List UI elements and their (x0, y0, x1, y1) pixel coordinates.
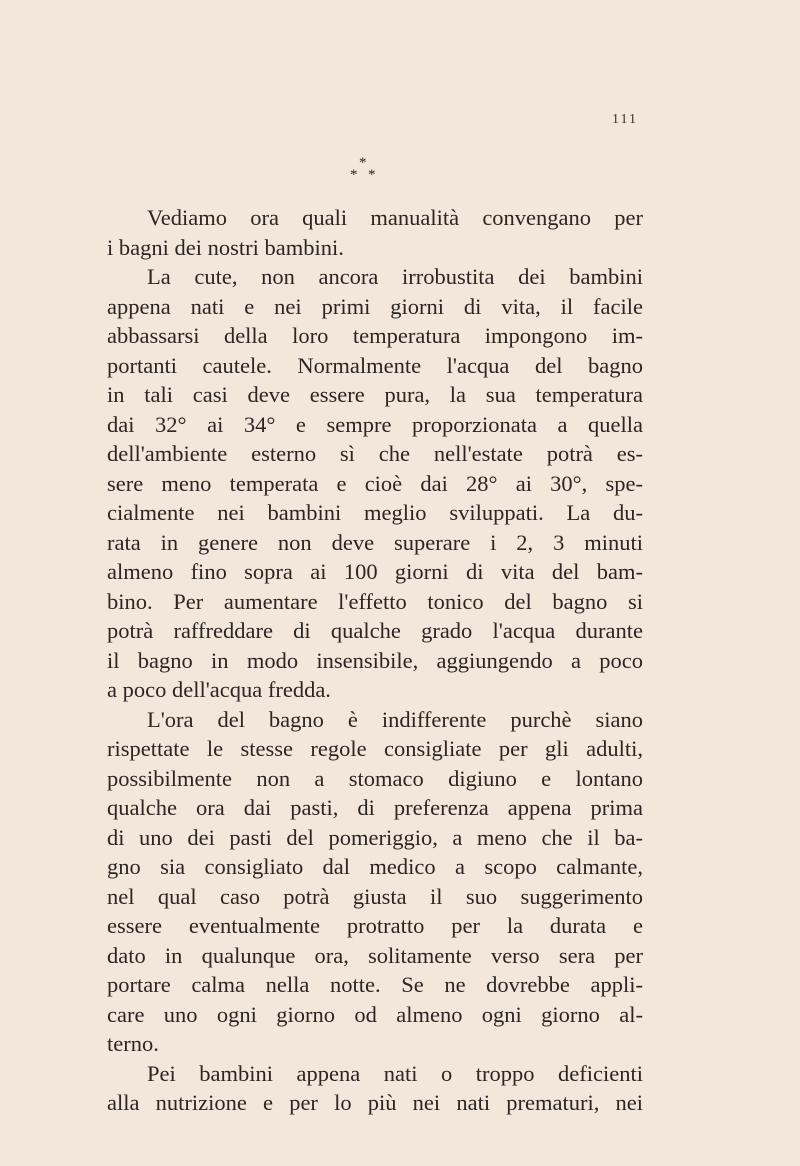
text-line: L'ora del bagno è indifferente purchè siano (147, 706, 643, 732)
text-line: portare calma nella notte. Se ne dovrebbe appli- (107, 972, 643, 997)
text-line: essere eventualmente protratto per la durata e (107, 913, 643, 938)
text-line: portanti cautele. Normalmente l'acqua del bagno (107, 352, 643, 378)
text-line: almeno fino sopra ai 100 giorni di vita del bam- (107, 559, 643, 584)
asterism-star: * (350, 167, 358, 183)
text-line: nel qual caso potrà giusta il suo suggerimento (107, 883, 643, 909)
body-text (107, 203, 643, 1118)
asterism-star: * (368, 167, 376, 183)
text-line: il bagno in modo insensibile, aggiungendo a poco (107, 647, 643, 673)
asterism-divider (349, 152, 379, 192)
text-line: possibilmente non a stomaco digiuno e lontano (107, 765, 643, 791)
text-line: terno. (107, 1031, 159, 1056)
text-line: alla nutrizione e per lo più nei nati prematuri, nei (107, 1090, 643, 1115)
text-line: Pei bambini appena nati o troppo deficienti (147, 1060, 643, 1086)
text-line: dell'ambiente esterno sì che nell'estate potrà es- (107, 441, 643, 466)
text-line: di uno dei pasti del pomeriggio, a meno che il ba- (107, 824, 643, 850)
text-line: bino. Per aumentare l'effetto tonico del bagno si (107, 588, 643, 614)
text-line: i bagni dei nostri bambini. (107, 234, 344, 260)
text-line: cialmente nei bambini meglio sviluppati. La du- (107, 500, 643, 525)
text-line: a poco dell'acqua fredda. (107, 677, 331, 702)
text-line: dato in qualunque ora, solitamente verso sera per (107, 942, 643, 968)
text-line: Vediamo ora quali manualità convengano per (147, 205, 643, 230)
text-line: care uno ogni giorno od almeno ogni giorno al- (107, 1001, 643, 1027)
text-line: gno sia consigliato dal medico a scopo calmante, (107, 854, 643, 879)
asterism-star: * (359, 155, 367, 171)
text-line: in tali casi deve essere pura, la sua temperatura (107, 382, 643, 407)
text-line: sere meno temperata e cioè dai 28° ai 30°, spe- (107, 470, 643, 496)
text-line: qualche ora dai pasti, di preferenza appena prima (107, 795, 643, 820)
text-line: appena nati e nei primi giorni di vita, il facile (107, 293, 643, 319)
text-line: abbassarsi della loro temperatura impongono im- (107, 323, 643, 348)
text-line: rispettate le stesse regole consigliate per gli adulti, (107, 736, 643, 761)
page-number: 111 (612, 112, 638, 127)
text-line: La cute, non ancora irrobustita dei bambini (147, 264, 643, 289)
text-line: rata in genere non deve superare i 2, 3 minuti (107, 529, 643, 555)
text-line: dai 32° ai 34° e sempre proporzionata a quella (107, 411, 643, 437)
text-line: potrà raffreddare di qualche grado l'acqua durante (107, 618, 643, 643)
